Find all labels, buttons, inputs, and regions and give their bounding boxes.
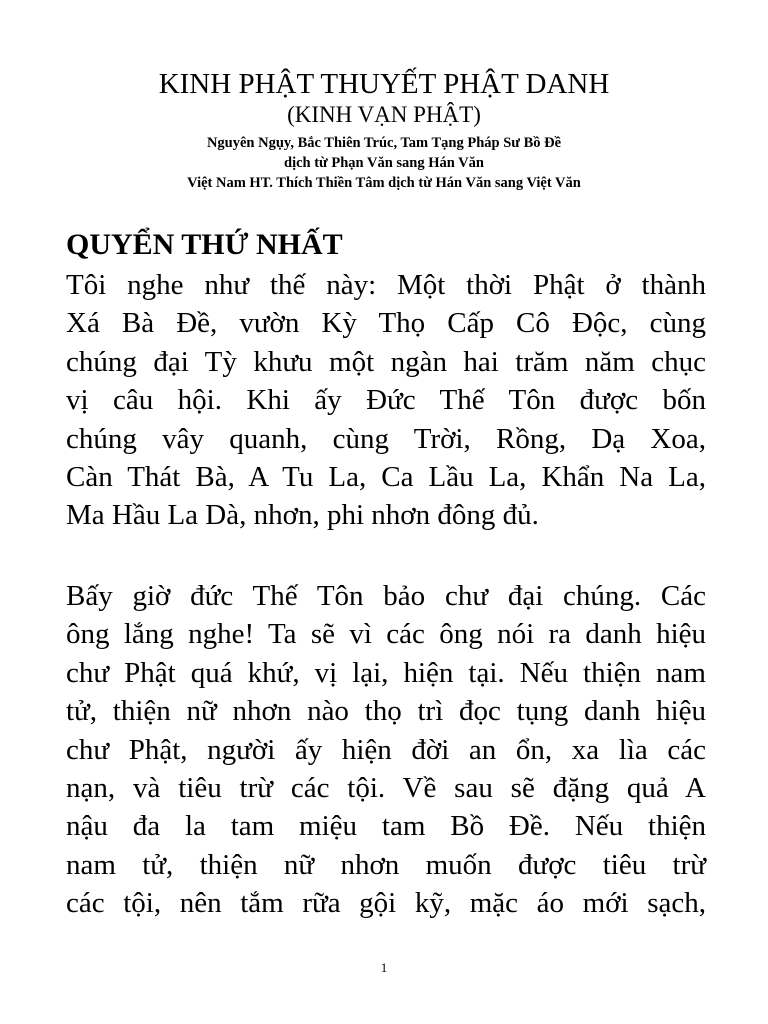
paragraph-1 <box>66 266 706 535</box>
credit-line: Nguyên Ngụy, Bắc Thiên Trúc, Tam Tạng Pháp Sư Bồ Đề <box>206 135 562 151</box>
translation-credits <box>0 133 768 193</box>
text-line: vị câu hội. Khi ấy Đức Thế Tôn được bốn <box>66 384 706 417</box>
page-number: 1 <box>380 960 388 975</box>
text-line: Xá Bà Đề, vườn Kỳ Thọ Cấp Cô Độc, cùng <box>66 307 706 340</box>
credit-line: Việt Nam HT. Thích Thiền Tâm dịch từ Hán Văn sang Việt Văn <box>187 175 581 191</box>
text-line: chư Phật quá khứ, vị lại, hiện tại. Nếu thiện nam <box>66 656 706 689</box>
text-line: Bấy giờ đức Thế Tôn bảo chư đại chúng. Các <box>66 580 706 612</box>
text-line: chúng vây quanh, cùng Trời, Rồng, Dạ Xoa, <box>66 422 706 455</box>
text-line: các tội, nên tắm rữa gội kỹ, mặc áo mới sạch, <box>66 887 706 920</box>
chapter-heading: QUYỂN THỨ NHẤT <box>66 228 343 261</box>
text-line: chư Phật, người ấy hiện đời an ổn, xa lìa các <box>66 733 706 766</box>
text-line: nam tử, thiện nữ nhơn muốn được tiêu trừ <box>66 848 706 881</box>
text-line: Càn Thát Bà, A Tu La, Ca Lầu La, Khẩn Na La, <box>66 461 706 494</box>
document-subtitle: (KINH VẠN PHẬT) <box>287 102 481 127</box>
text-line: chúng đại Tỳ khưu một ngàn hai trăm năm chục <box>66 345 706 378</box>
paragraph-2 <box>66 577 706 923</box>
text-line: nạn, và tiêu trừ các tội. Về sau sẽ đặng quả A <box>66 772 706 805</box>
document-title: KINH PHẬT THUYẾT PHẬT DANH <box>158 68 610 100</box>
text-line: tử, thiện nữ nhơn nào thọ trì đọc tụng danh hiệu <box>66 695 706 728</box>
text-line: Tôi nghe như thế này: Một thời Phật ở thành <box>66 269 706 301</box>
text-line: ông lắng nghe! Ta sẽ vì các ông nói ra danh hiệu <box>66 618 706 651</box>
text-line: nậu đa la tam miệu tam Bồ Đề. Nếu thiện <box>66 810 706 843</box>
text-line: Ma Hầu La Dà, nhơn, phi nhơn đông đủ. <box>66 499 539 532</box>
credit-line: dịch từ Phạn Văn sang Hán Văn <box>284 155 484 171</box>
